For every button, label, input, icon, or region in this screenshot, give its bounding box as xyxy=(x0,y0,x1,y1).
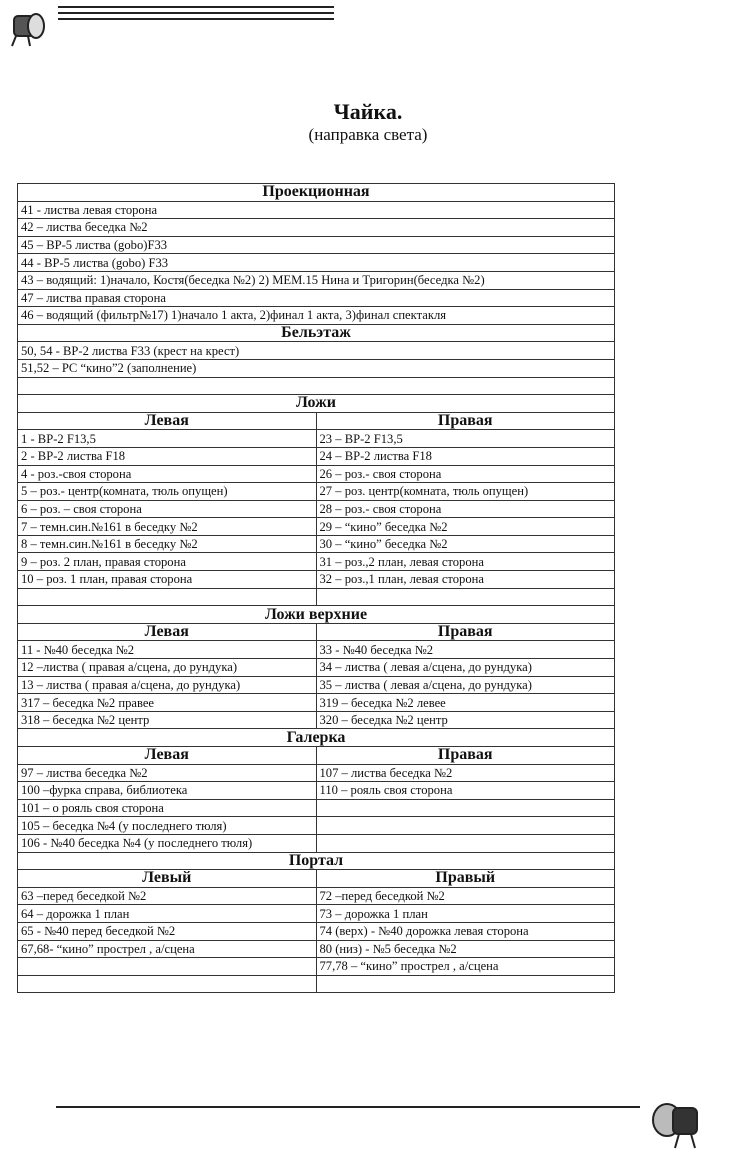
cue-cell-right: 30 – “кино” беседка №2 xyxy=(316,535,615,553)
section-heading-row xyxy=(18,395,615,413)
cue-cell-right: 80 (низ) - №5 беседка №2 xyxy=(316,940,615,958)
cue-cell-right: 72 –перед беседкой №2 xyxy=(316,887,615,905)
cue-cell-left: 4 - роз.-своя сторона xyxy=(18,465,317,483)
cue-cell-right: 29 – “кино” беседка №2 xyxy=(316,518,615,536)
cue-cell-left: 63 –перед беседкой №2 xyxy=(18,887,317,905)
cue-cell-left: 100 –фурка справа, библиотека xyxy=(18,782,317,800)
cue-cell-right: 74 (верх) - №40 дорожка левая сторона xyxy=(316,922,615,940)
table-row xyxy=(18,694,615,712)
section-heading: Галерка xyxy=(18,729,615,747)
cue-cell-left: 105 – беседка №4 (у последнего тюля) xyxy=(18,817,317,835)
table-row xyxy=(18,659,615,677)
cue-cell-left: 11 - №40 беседка №2 xyxy=(18,641,317,659)
title-block xyxy=(0,100,736,146)
column-header-left: Левая xyxy=(18,623,317,641)
table-row xyxy=(18,834,615,852)
cue-cell-left: 8 – темн.син.№161 в беседку №2 xyxy=(18,535,317,553)
table-row xyxy=(18,500,615,518)
cue-cell-right xyxy=(316,799,615,817)
cue-cell-left: 10 – роз. 1 план, правая сторона xyxy=(18,571,317,589)
table-row xyxy=(18,588,615,606)
table-row xyxy=(18,782,615,800)
cue-cell-left: 317 – беседка №2 правее xyxy=(18,694,317,712)
section-heading: Бельэтаж xyxy=(18,324,615,342)
table-row xyxy=(18,535,615,553)
cue-cell-left: 1 - ВР-2 F13,5 xyxy=(18,430,317,448)
cue-cell-left: 7 – темн.син.№161 в беседку №2 xyxy=(18,518,317,536)
cue-cell-right: 26 – роз.- своя сторона xyxy=(316,465,615,483)
section-heading-row xyxy=(18,852,615,870)
cue-cell-right: 319 – беседка №2 левее xyxy=(316,694,615,712)
cue-cell-right: 33 - №40 беседка №2 xyxy=(316,641,615,659)
cue-cell: 47 – листва правая сторона xyxy=(18,289,615,307)
column-header-right: Правая xyxy=(316,412,615,430)
cue-cell-right xyxy=(316,817,615,835)
header-rule xyxy=(58,6,334,8)
table-row xyxy=(18,676,615,694)
cue-cell-left: 13 – листва ( правая а/сцена, до рундука) xyxy=(18,676,317,694)
table-row xyxy=(18,430,615,448)
cue-cell-right: 110 – рояль своя сторона xyxy=(316,782,615,800)
column-header-right: Правая xyxy=(316,747,615,765)
cue-cell-right: 31 – роз.,2 план, левая сторона xyxy=(316,553,615,571)
cue-cell-left: 106 - №40 беседка №4 (у последнего тюля) xyxy=(18,834,317,852)
table-row xyxy=(18,799,615,817)
cue-cell: 42 – листва беседка №2 xyxy=(18,219,615,237)
table-row xyxy=(18,641,615,659)
table-row xyxy=(18,359,615,377)
column-header-right: Правая xyxy=(316,623,615,641)
cue-cell-left: 12 –листва ( правая а/сцена, до рундука) xyxy=(18,659,317,677)
spotlight-icon xyxy=(6,2,52,48)
cue-cell-left: 5 – роз.- центр(комната, тюль опущен) xyxy=(18,483,317,501)
cue-cell: 43 – водящий: 1)начало, Костя(беседка №2) 2) МЕМ.15 Нина и Тригорин(беседка №2) xyxy=(18,271,615,289)
table-row xyxy=(18,518,615,536)
cue-cell-right: 27 – роз. центр(комната, тюль опущен) xyxy=(316,483,615,501)
table-row xyxy=(18,236,615,254)
table-row xyxy=(18,377,615,395)
table-row xyxy=(18,271,615,289)
column-header-left: Левый xyxy=(18,870,317,888)
table-row xyxy=(18,483,615,501)
column-header-row xyxy=(18,623,615,641)
cue-cell-left: 6 – роз. – своя сторона xyxy=(18,500,317,518)
cue-cell-right: 320 – беседка №2 центр xyxy=(316,711,615,729)
cue-cell-right xyxy=(316,588,615,606)
cue-cell-right xyxy=(316,834,615,852)
column-header-right: Правый xyxy=(316,870,615,888)
table-row xyxy=(18,764,615,782)
column-header-left: Левая xyxy=(18,412,317,430)
cue-cell-right: 24 – ВР-2 листва F18 xyxy=(316,447,615,465)
cue-cell-right: 107 – листва беседка №2 xyxy=(316,764,615,782)
cue-cell-left xyxy=(18,975,317,993)
table-row xyxy=(18,940,615,958)
table-row xyxy=(18,342,615,360)
cue-cell-left xyxy=(18,958,317,976)
section-heading: Проекционная xyxy=(18,184,615,202)
table-row xyxy=(18,887,615,905)
table-row xyxy=(18,254,615,272)
section-heading-row xyxy=(18,606,615,624)
cue-cell-left: 64 – дорожка 1 план xyxy=(18,905,317,923)
cue-cell: 51,52 – PC “кино”2 (заполнение) xyxy=(18,359,615,377)
column-header-row xyxy=(18,412,615,430)
header-rule xyxy=(58,12,334,14)
table-row xyxy=(18,975,615,993)
column-header-left: Левая xyxy=(18,747,317,765)
cue-cell-right: 73 – дорожка 1 план xyxy=(316,905,615,923)
table-row xyxy=(18,922,615,940)
cue-cell: 46 – водящий (фильтр№17) 1)начало 1 акта, 2)финал 1 акта, 3)финал спектакля xyxy=(18,307,615,325)
table-row xyxy=(18,465,615,483)
header-rule xyxy=(58,18,334,20)
column-header-row xyxy=(18,747,615,765)
table-row xyxy=(18,219,615,237)
cue-cell-left xyxy=(18,588,317,606)
column-header-row xyxy=(18,870,615,888)
lighting-cue-table xyxy=(17,183,615,993)
cue-cell-left: 67,68- “кино” прострел , а/сцена xyxy=(18,940,317,958)
cue-cell-right: 23 – ВР-2 F13,5 xyxy=(316,430,615,448)
table-row xyxy=(18,289,615,307)
section-heading-row xyxy=(18,729,615,747)
document-subtitle: (направка света) xyxy=(308,125,428,144)
document-title: Чайка. xyxy=(333,99,403,124)
table-row xyxy=(18,958,615,976)
cue-cell: 41 - листва левая сторона xyxy=(18,201,615,219)
cue-cell-right: 35 – листва ( левая а/сцена, до рундука) xyxy=(316,676,615,694)
section-heading: Ложи xyxy=(18,395,615,413)
cue-cell-right xyxy=(316,975,615,993)
table-row xyxy=(18,553,615,571)
section-heading-row xyxy=(18,184,615,202)
footer-rule xyxy=(56,1106,640,1108)
table-row xyxy=(18,307,615,325)
section-heading: Портал xyxy=(18,852,615,870)
cue-cell-right: 34 – листва ( левая а/сцена, до рундука) xyxy=(316,659,615,677)
table-row xyxy=(18,711,615,729)
table-row xyxy=(18,905,615,923)
cue-cell-left: 2 - ВР-2 листва F18 xyxy=(18,447,317,465)
cue-cell-left: 9 – роз. 2 план, правая сторона xyxy=(18,553,317,571)
cue-cell: 50, 54 - ВР-2 листва F33 (крест на крест) xyxy=(18,342,615,360)
cue-cell-right: 32 – роз.,1 план, левая сторона xyxy=(316,571,615,589)
table-row xyxy=(18,447,615,465)
spotlight-icon xyxy=(645,1098,707,1150)
cue-cell-left: 65 - №40 перед беседкой №2 xyxy=(18,922,317,940)
cue-cell xyxy=(18,377,615,395)
cue-cell-left: 101 – о рояль своя сторона xyxy=(18,799,317,817)
cue-cell-left: 318 – беседка №2 центр xyxy=(18,711,317,729)
cue-cell-right: 77,78 – “кино” прострел , а/сцена xyxy=(316,958,615,976)
section-heading-row xyxy=(18,324,615,342)
cue-cell-right: 28 – роз.- своя сторона xyxy=(316,500,615,518)
table-row xyxy=(18,571,615,589)
section-heading: Ложи верхние xyxy=(18,606,615,624)
table-row xyxy=(18,817,615,835)
cue-cell: 44 - ВР-5 листва (gobo) F33 xyxy=(18,254,615,272)
cue-cell-left: 97 – листва беседка №2 xyxy=(18,764,317,782)
cue-cell: 45 – ВР-5 листва (gobo)F33 xyxy=(18,236,615,254)
table-row xyxy=(18,201,615,219)
